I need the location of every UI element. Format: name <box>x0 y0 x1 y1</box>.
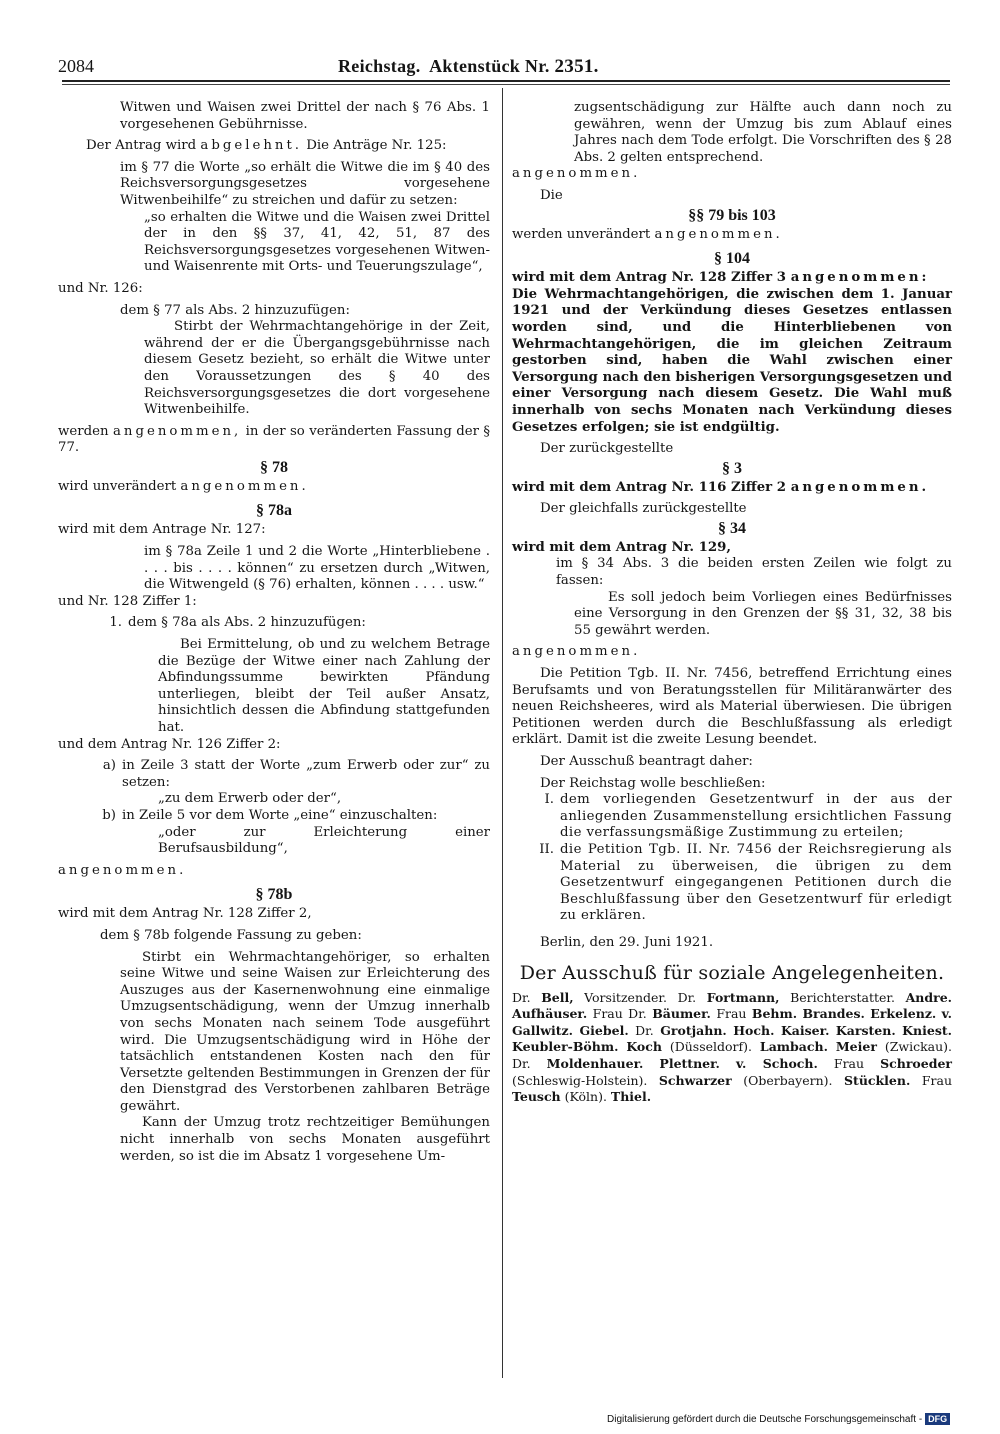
decision-text: angenommen. <box>790 479 930 495</box>
paragraph: im § 78a Zeile 1 und 2 die Worte „Hinterbliebene . . . . bis . . . . können“ zu ersetzen durch „Witwen, die Witwengeld (§ 76) erhalten, können . . . . usw.“ <box>144 544 490 593</box>
paragraph: und Nr. 128 Ziffer 1: <box>58 593 197 609</box>
decision-text: angenommen. <box>654 226 783 242</box>
member-name: Meier <box>835 1039 877 1055</box>
member-name: Brandes. <box>802 1006 865 1022</box>
header-rule <box>62 80 950 82</box>
paragraph: Die Petition Tgb. II. Nr. 7456, betreffend Errichtung eines Berufsamts und von Beratungsstellen für Militäranwärter des neuen Reichsheeres, wird als Material überwiesen. Die übrigen Petitionen werden durch die Beschlußfassung als erledigt erklärt. Damit ist die zweite Lesung beendet. <box>512 666 952 748</box>
running-head <box>338 56 599 78</box>
paragraph: und Nr. 126: <box>58 280 143 296</box>
member-prefix: Frau Dr. <box>592 1006 653 1022</box>
member-name: Kaiser. <box>780 1022 830 1038</box>
paragraph: Der gleichfalls zurückgestellte <box>540 501 747 517</box>
section-heading: § 78b <box>255 886 293 904</box>
member-suffix: (Köln). <box>560 1089 611 1105</box>
member-suffix: (Oberbayern). <box>731 1072 845 1088</box>
quote: „oder zur Erleichterung einer Berufsausbildung“, <box>158 824 490 857</box>
member-name: Bell, <box>541 989 574 1005</box>
member-name: Lambach. <box>759 1039 828 1055</box>
member-prefix: Dr. <box>677 989 707 1005</box>
section-heading: § 34 <box>718 519 746 537</box>
left-column <box>58 100 490 1165</box>
member-name: Schwarzer <box>658 1072 732 1088</box>
member-name: Plettner. <box>659 1055 720 1071</box>
member-prefix: Frau <box>833 1055 881 1071</box>
member-prefix: Dr. <box>512 1055 547 1071</box>
paragraph: im § 34 Abs. 3 die beiden ersten Zeilen wie folgt zu fassen: <box>556 556 952 589</box>
paragraph: wird mit dem Antrage Nr. 127: <box>58 522 266 538</box>
list-item: b) in Zeile 5 vor dem Worte „eine“ einzuschalten: <box>102 807 438 823</box>
paragraph: Witwen und Waisen zwei Drittel der nach § 76 Abs. 1 vorgesehenen Gebührnisse. <box>120 100 490 132</box>
member-name: Erkelenz. <box>870 1006 937 1022</box>
paragraph: dem § 78b folgende Fassung zu geben: <box>100 927 362 943</box>
member-name: Schroeder <box>880 1055 952 1071</box>
paragraph: werden unverändert angenommen. <box>512 226 783 242</box>
member-suffix <box>818 1056 834 1071</box>
member-name: Stücklen. <box>844 1072 911 1088</box>
date-line: Berlin, den 29. Juni 1921. <box>540 934 714 950</box>
paragraph: Die Wehrmachtangehörigen, die zwischen dem 1. Januar 1921 und der Verkündung dieses Gesetzes entlassen worden sind, und die Hinterbliebenen von Wehrmachtangehörigen, die im gleichen Zeitraum gestorben sind, haben die Wahl zwischen einer Versorgung nach den bisherigen Versorgungsgesetzen und einer Versorgung nach diesem Gesetz. Die Wahl muß innerhalb von sechs Monaten nach Verkündung dieses Gesetzes erfolgen; sie ist endgültig. <box>512 286 952 435</box>
header-rule-thin <box>62 84 950 85</box>
document-number: 2351. <box>554 56 599 77</box>
member-name: Koch <box>626 1039 662 1055</box>
quote: „so erhalten die Witwe und die Waisen zwei Drittel der in den §§ 37, 41, 42, 51, 87 des Reichsversorgungsgesetzes vorgesehenen Witwen- und Waisenrente mit Orts- und Teuerungszulage“, <box>144 209 490 275</box>
member-name: Karsten. <box>835 1022 896 1038</box>
paragraph: dem § 77 als Abs. 2 hinzuzufügen: <box>120 302 350 318</box>
quote: Kann der Umzug trotz rechtzeitiger Bemühungen nicht innerhalb von sechs Monaten ausgeführt werden, so ist die im Absatz 1 vorgesehene Um- <box>120 1115 490 1164</box>
member-suffix: Berichterstatter. <box>779 989 906 1005</box>
decision-text: angenommen. <box>180 478 309 494</box>
member-suffix <box>828 1039 836 1054</box>
list-item: II. die Petition Tgb. II. Nr. 7456 der Reichsregierung als Material zu überweisen, die übrigen zu dem Gesetzentwurf eingegangenen Petitionen durch die Beschlußfassung über den Gesetzentwurf für erledigt zu erklären. <box>539 841 952 924</box>
quote: Stirbt der Wehrmachtangehörige in der Zeit, während der er die Übergangsgebührnisse nach diesem Gesetz bezieht, so erhält die Witwe unter den Voraussetzungen des § 40 des Reichsversorgungsgesetzes die dort vorgesehene Witwenbeihilfe. <box>144 319 490 418</box>
paragraph: Der Antrag wird abgelehnt. Die Anträge Nr. 125: <box>86 138 447 154</box>
member-prefix: Frau <box>716 1006 752 1022</box>
member-name: Keubler-Böhm. <box>512 1039 619 1055</box>
section-heading: §§ 79 bis 103 <box>688 206 776 224</box>
quote: Bei Ermittelung, ob und zu welchem Betrage die Bezüge der Witwe einer nach Zahlung der Abfindungssumme bewirkten Pfändung unterliegen, bleibt der Teil außer Ansatz, hinsichtlich dessen die Abfindung stattgefunden hat. <box>158 637 490 735</box>
member-name: Grotjahn. <box>660 1022 727 1038</box>
member-suffix: Vorsitzender. <box>573 989 678 1005</box>
decision-text: angenommen. <box>512 166 641 182</box>
paragraph: Der Reichstag wolle beschließen: <box>540 775 766 791</box>
decision-text: angenommen. <box>58 862 187 878</box>
paragraph: wird unverändert angenommen. <box>58 478 309 494</box>
member-name: Bäumer. <box>652 1006 711 1022</box>
decision-text: angenommen, <box>112 423 242 439</box>
section-heading: § 3 <box>722 459 742 477</box>
committee-title: Der Ausschuß für soziale Angelegenheiten. <box>519 961 945 984</box>
member-prefix: Frau <box>921 1072 952 1088</box>
right-column <box>512 100 952 1106</box>
decision-text: angenommen. <box>512 644 641 660</box>
member-name: Kniest. <box>902 1022 952 1038</box>
paragraph: und dem Antrag Nr. 126 Ziffer 2: <box>58 736 281 752</box>
running-head-title: Reichstag. Aktenstück Nr. <box>338 56 550 76</box>
member-suffix: (Schleswig-Holstein). <box>512 1072 659 1088</box>
member-name: Aufhäuser. <box>512 1006 588 1022</box>
column-divider <box>502 88 503 1378</box>
quote: „zu dem Erwerb oder der“, <box>158 791 342 807</box>
member-suffix: (Zwickau). <box>876 1039 953 1055</box>
member-name: Fortmann, <box>706 989 780 1005</box>
section-heading: § 104 <box>714 250 750 268</box>
member-suffix <box>643 1056 659 1071</box>
paragraph: wird mit dem Antrag Nr. 129, <box>512 539 732 555</box>
paragraph: wird mit dem Antrag Nr. 116 Ziffer 2 angenommen. <box>512 479 930 495</box>
member-suffix <box>720 1056 736 1071</box>
member-suffix: (Düsseldorf). <box>661 1039 760 1055</box>
section-heading: § 78 <box>260 458 288 476</box>
page-number: 2084 <box>58 56 94 76</box>
member-prefix: Dr. <box>635 1022 661 1038</box>
member-name: Behm. <box>751 1006 798 1022</box>
page-header <box>58 56 938 80</box>
decision-text: angenommen: <box>790 270 930 286</box>
paragraph: Die <box>540 187 563 203</box>
member-name: Moldenhauer. <box>546 1055 644 1071</box>
paragraph: wird mit dem Antrag Nr. 128 Ziffer 3 angenommen: <box>512 270 930 286</box>
member-suffix <box>910 1073 922 1088</box>
list-item: I. dem vorliegenden Gesetzentwurf in der aus der anliegenden Zusammenstellung ersichtlichen Fassung die verfassungsmäßige Zustimmung zu erteilen; <box>544 792 952 841</box>
paragraph: Der zurückgestellte <box>540 441 674 457</box>
quote: Es soll jedoch beim Vorliegen eines Bedürfnisses eine Versorgung in den Grenzen der §§ 31, 32, 38 bis 55 gewährt werden. <box>574 589 952 638</box>
member-name: Thiel. <box>610 1089 652 1105</box>
dfg-logo: DFG <box>925 1413 950 1425</box>
quote: Stirbt ein Wehrmachtangehöriger, so erhalten seine Witwe und seine Waisen zur Erleichterung des Auszuges aus der Kasernenwohnung eine einmalige Umzugsentschädigung, wenn der Umzug innerhalb von sechs Monaten nach seinem Tode ausgeführt wird. Die Umzugsentschädigung wird in Höhe der tatsächlich entstandenen Kosten nach den für Versetzte geltenden Bestimmungen in Grenzen der für den Dienstgrad des Verstorbenen zahlbaren Beträge gewährt. <box>120 949 490 1114</box>
member-name: Hoch. <box>733 1022 775 1038</box>
list-item: 1. dem § 78a als Abs. 2 hinzuzufügen: <box>109 615 366 631</box>
paragraph: im § 77 die Worte „so erhält die Witwe die im § 40 des Reichsversorgungsgesetzes vorgesehene Witwenbeihilfe“ zu streichen und dafür zu setzen: <box>120 159 490 208</box>
committee-members <box>512 990 952 1106</box>
member-name: v. Schoch. <box>735 1055 818 1071</box>
paragraph: wird mit dem Antrag Nr. 128 Ziffer 2, <box>58 906 312 922</box>
section-heading: § 78a <box>256 502 292 520</box>
member-name: v. Gallwitz. <box>512 1006 953 1038</box>
member-prefix: Dr. <box>512 989 542 1005</box>
member-name: Teusch <box>512 1089 561 1105</box>
paragraph: werden angenommen, in der so veränderten Fassung der § 77. <box>58 423 490 456</box>
member-name: Giebel. <box>579 1022 629 1038</box>
member-name: Andre. <box>905 989 952 1005</box>
digitization-credit: Digitalisierung gefördert durch die Deutsche Forschungsgemeinschaft - DFG <box>607 1413 950 1425</box>
list-item: a) in Zeile 3 statt der Worte „zum Erwerb oder zur“ zu setzen: <box>102 758 490 790</box>
paragraph: zugsentschädigung zur Hälfte auch dann noch zu gewähren, wenn der Umzug bis zum Ablauf eines Jahres nach dem Tode erfolgt. Die Vorschriften des § 28 Abs. 2 gelten entsprechend. <box>574 100 952 165</box>
paragraph: Der Ausschuß beantragt daher: <box>540 754 753 769</box>
decision-text: abgelehnt. <box>200 138 303 154</box>
